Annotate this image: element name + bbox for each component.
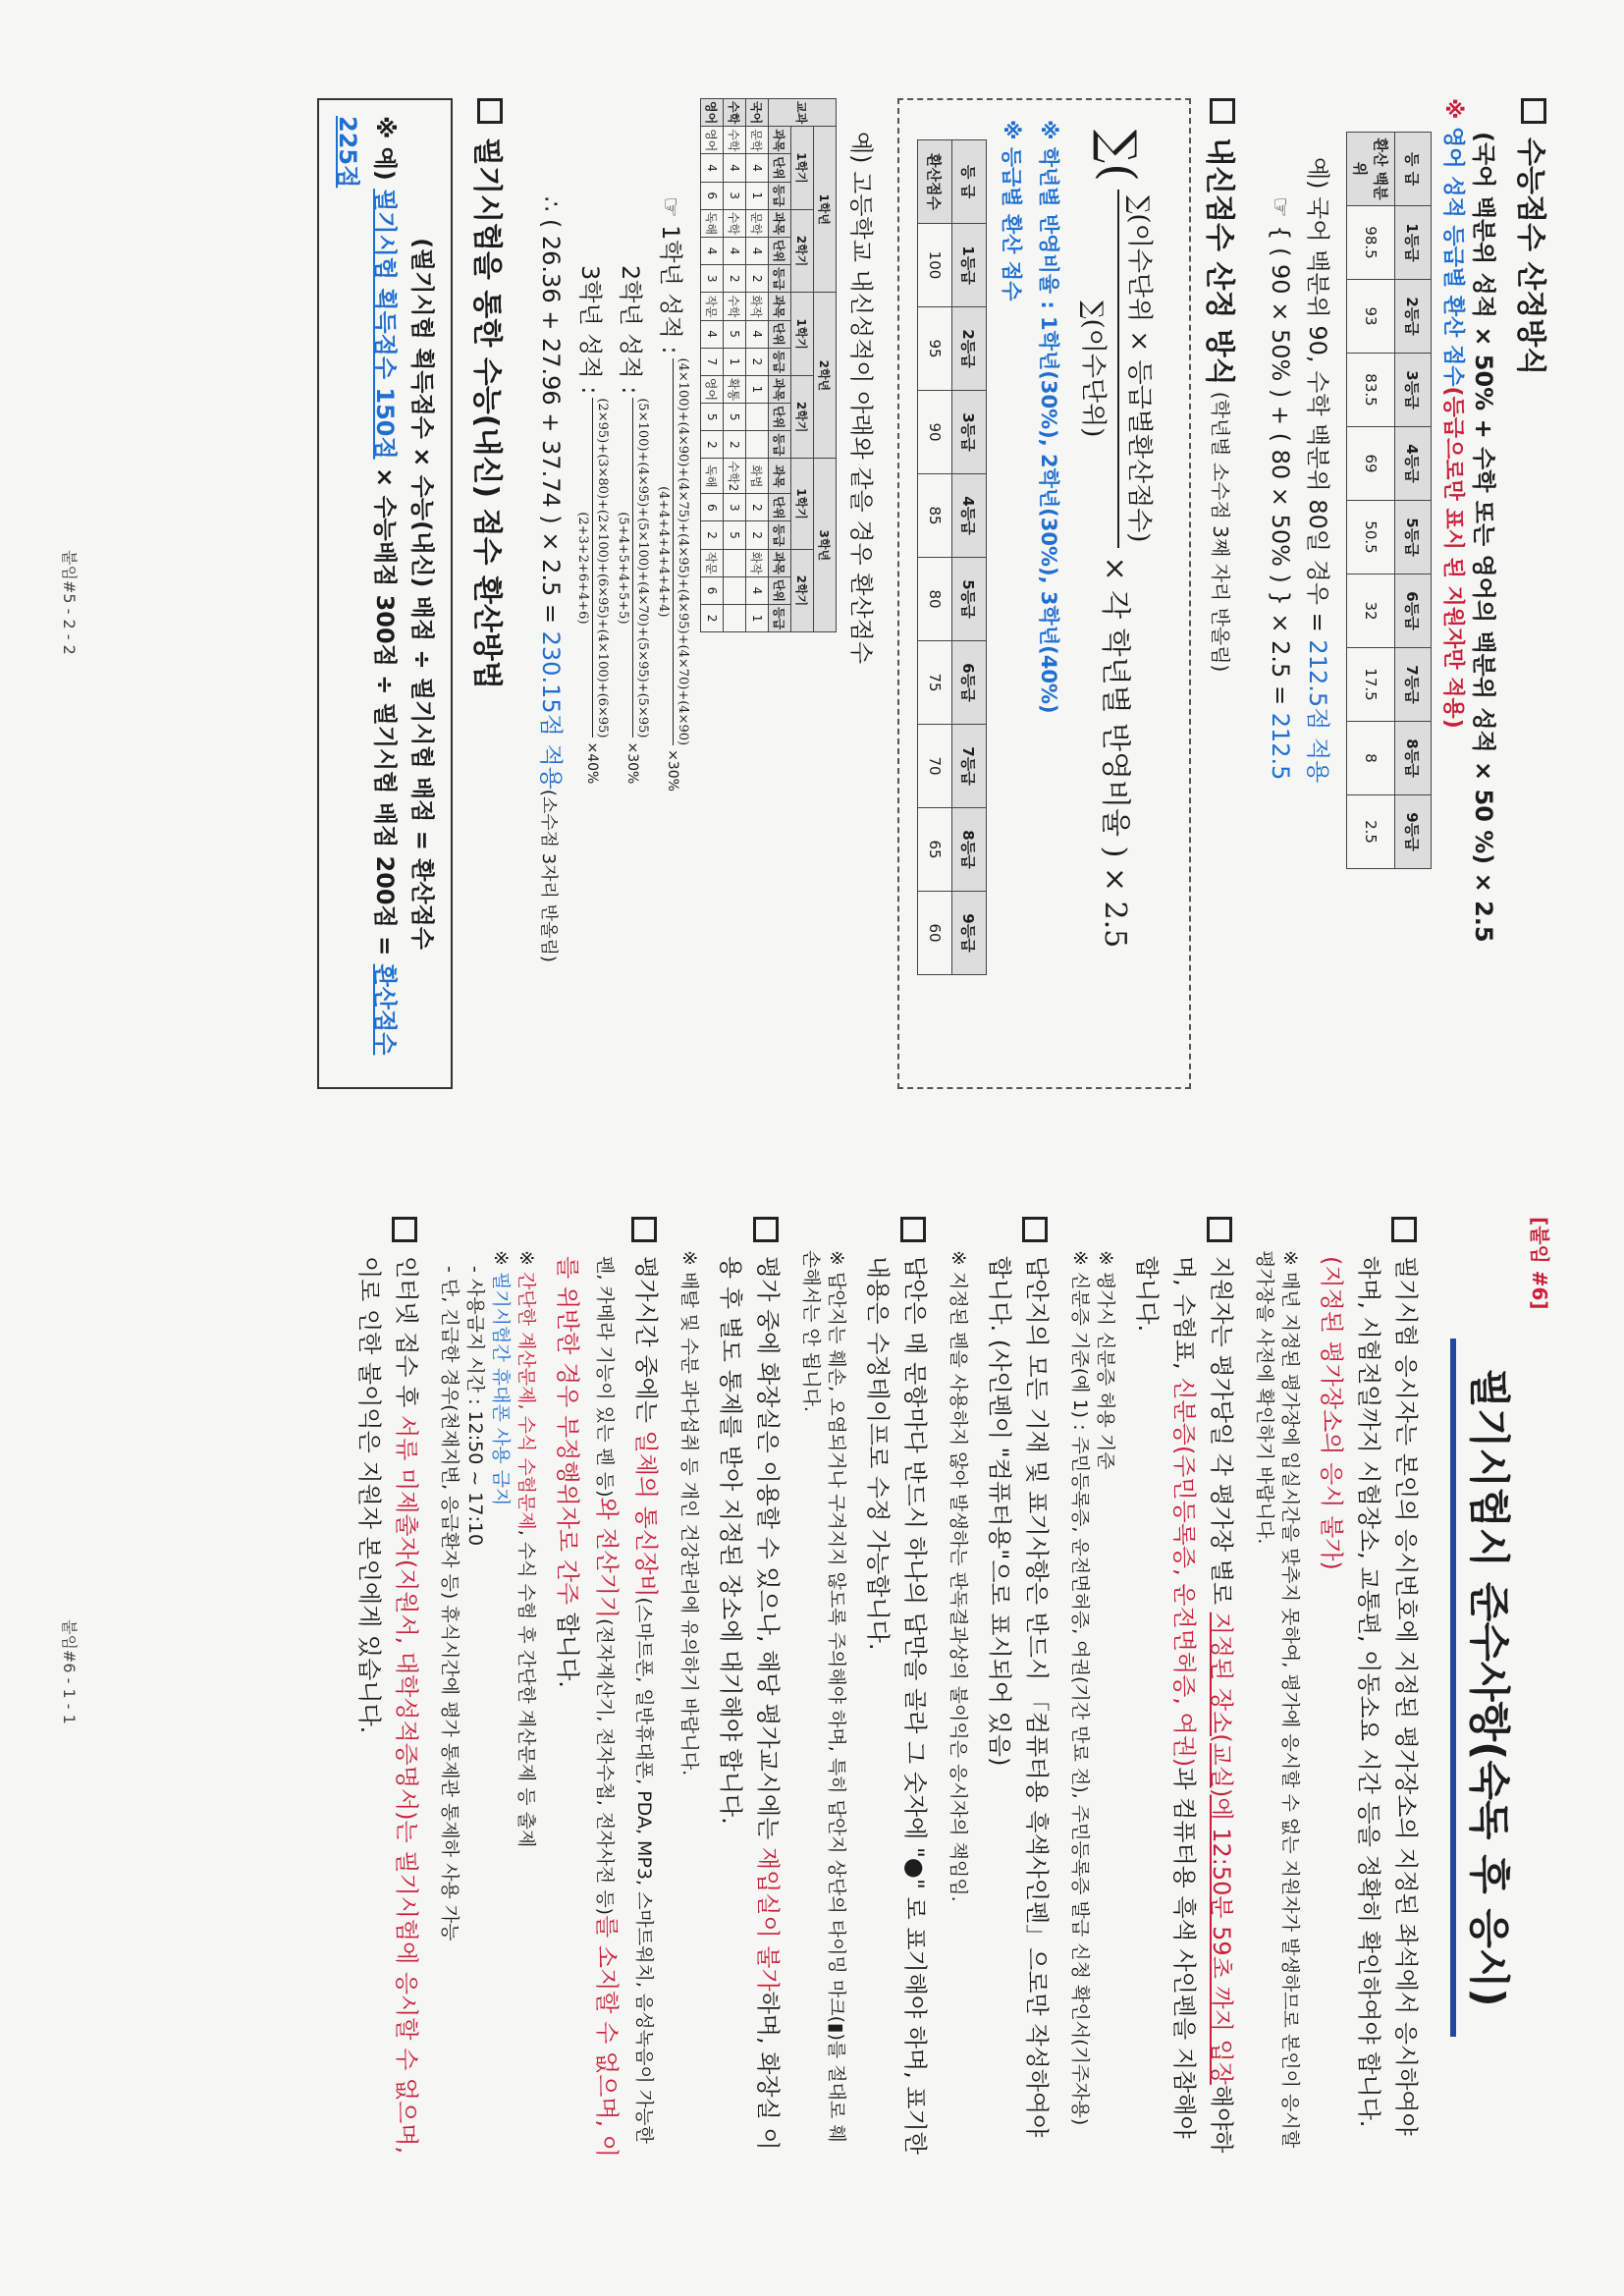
conversion-score-table [917,139,987,975]
year-header: 3학년 [814,459,837,632]
naesin-example-intro: 예) 고등학교 내신성적이 아래와 같을 경우 환산점수 [847,132,875,664]
table-cell: 6 [701,182,724,209]
sub-header: 등급 [769,521,791,549]
table-cell: 화작 [746,549,769,576]
section-title-naesin: 내신점수 산정 방식 (학년별 소수점 3째 자리 반올림) [1201,98,1244,1089]
sub-header: 등급 [769,265,791,293]
grade-value: 60 [918,892,952,975]
sub-header: 등급 [769,182,791,209]
grade-value: 98.5 [1347,206,1395,280]
rule-4-note: ※ 답안지는 훼손, 오염되거나 구겨지지 않도록 주의해야 하며, 특히 답안지 상단의 타이밍 마크(▮)를 절대로 훼손해서는 안 됩니다. [800,1250,847,2143]
table-cell: 2 [746,494,769,521]
written-test-example: ※ 예) 필기시험 획득점수 150점 × 수능배점 300점 ÷ 필기시험 배점 200점 = 환산점수 225점 [334,116,399,1056]
grade-value: 2.5 [1347,795,1395,869]
table-cell: 영어 [701,375,724,403]
rule-2-note-2: ※ 신분증 기준(예 1) : 주민등록증, 운전면허증, 여권(기간 만료 전), 주민등록증 발급 신청 확인서(기주자용) [1069,1250,1091,2126]
grade-value: 75 [918,641,952,725]
table-row [701,99,724,632]
table-cell: 수학2 [724,459,746,494]
calc-label: 3학년 성적 : [576,265,604,395]
table-cell: 1 [724,348,746,375]
table-cell: 6 [701,576,724,604]
table-cell: 2 [701,431,724,459]
suneung-example-calc: ☞ { ( 90 × 50% ) + ( 80 × 50% ) } × 2.5 = 212.5 [1267,196,1294,781]
grade-value: 8 [1347,722,1395,795]
table-cell: 독해 [701,209,724,237]
table-cell: 화법 [746,459,769,494]
grade-col: 3등급 [1395,354,1432,427]
table-cell: 문학 [746,209,769,237]
table-cell: 확통 [724,375,746,403]
table-cell: 1 [746,182,769,209]
table-row [746,99,769,632]
sub-header: 등급 [769,605,791,632]
formula-numerator: ∑(이수단위 × 등급별환산점수) [1117,190,1160,548]
sub-header: 과목 [769,375,791,403]
grade-col: 1등급 [1395,206,1432,280]
grade-header: 등 급 [1395,133,1432,206]
term-header: 2학기 [791,549,814,632]
rule-7: 인터넷 접수 후 서류 미제출자(지원서, 대학성적증명서)는 필기시험에 응시할 수 없으며, 이로 인한 불이익은 지원자 본인에게 있습니다. [351,1217,425,2159]
grade-col: 8등급 [952,808,987,892]
suneung-formula: (국어 백분위 성적 × 50% + 수학 또는 영어의 백분위 성적 × 50 %) × 2.5 [1470,132,1497,943]
grade-col: 1등급 [952,224,987,307]
rule-6: 평가시간 중에는 일체의 통신장비(스마트폰, 일반휴대폰, PDA, MP3, 스마트워치, 음성녹음이 가능한 펜, 카메라 기능이 있는 펜 등)와 전산기기(전자계산기, 전자수첩, 전자사전 등)를 소지할 수 없으며, 이를 위반한 경우 부정행위자로 간주 합니다. [549,1217,665,2159]
grade-col: 6등급 [1395,574,1432,648]
checkbox-square-icon [1391,1217,1417,1242]
table-cell: 4 [746,576,769,604]
table-cell: 2 [746,348,769,375]
rule-5: 평가 중에 화장실은 이용할 수 있으나, 해당 평가교시에는 재입실이 불가하며, 화장실 이용 후 별도 통제를 받아 지정된 장소에 대기해야 합니다. [712,1217,786,2159]
calc-label: ☞ 1학년 성적 : [657,196,684,355]
grade-value: 70 [918,725,952,808]
table-cell: 3 [724,182,746,209]
table-cell: 4 [701,320,724,348]
rule-2-note-1: ※ 평가시 신분증 허용 기준 [1095,1250,1116,1470]
table-cell: 5 [724,320,746,348]
term-header: 2학기 [791,375,814,459]
rule-6-note-2: ※ 필기시험간 휴대폰 사용 금지 [490,1250,512,1506]
table-cell: 3 [701,265,724,293]
calc-denominator: (2+3+2+6+4+6) [575,512,590,625]
subject-header: 교과 [769,99,837,127]
sigma-icon: ∑( [1091,130,1146,182]
sub-header: 단위 [769,320,791,348]
checkbox-square-icon [631,1217,657,1242]
year-header: 2학년 [814,293,837,459]
table-cell: 문학 [746,127,769,154]
english-grade-table [1346,132,1432,869]
rule-6-note-4: - 단, 긴급한 경우(천재지변, 응급환자 등) 휴식시간에 평가 통제관 통제하 사용 가능 [439,1266,460,1941]
table-cell: 4 [746,154,769,182]
table-cell: 4 [746,237,769,264]
attachment-tag: [붙임 #6] [1528,1217,1551,1310]
table-cell: 수학 [724,209,746,237]
rule-1: 필기시험 응시자는 본인의 응시번호에 지정된 평가장소의 지정된 좌석에서 응시하여야 하며, 시험전일까지 시험장소, 교통편, 이동소요 시간 등을 정확히 확인하여야 합니다. (지정된 평가장소의 응시 불가) [1313,1217,1425,2159]
sub-header-row [769,99,791,632]
subject-name: 국어 [746,99,769,127]
grade-col: 5등급 [1395,501,1432,574]
table-cell: 1 [746,375,769,403]
grade-col: 7등급 [1395,648,1432,722]
calc-numerator: (5×100)+(4×95)+(5×100)+(4×70)+(5×95)+(5×95) [632,398,650,738]
checkbox-square-icon [1210,98,1235,124]
section-title-suneung: 수능점수 산정방식 [1512,98,1555,1089]
table-cell [724,605,746,632]
grade-value: 17.5 [1347,648,1395,722]
sub-header: 단위 [769,237,791,264]
calc-year2 [616,265,650,1089]
grade-col: 6등급 [952,641,987,725]
section-title-written-test: 필기시험을 통한 수능(내신) 점수 환산방법 [468,98,512,1089]
sub-header: 등급 [769,348,791,375]
sub-header: 등급 [769,431,791,459]
table-cell: 독해 [701,459,724,494]
table-cell [724,576,746,604]
sub-header: 단위 [769,154,791,182]
checkbox-square-icon [1022,1217,1048,1242]
subject-name: 영어 [701,99,724,127]
checkbox-square-icon [1521,98,1546,124]
grade-col: 3등급 [952,391,987,474]
table-cell: 작문 [701,293,724,320]
page-footer-left: 붙임#5 - 2 - 2 [60,550,79,655]
rule-6-note-3: - 사용금지 시간 : 12:50 ~ 17:10 [464,1266,486,1547]
grade-col: 7등급 [952,725,987,808]
table-cell: 4 [701,237,724,264]
grade-value: 32 [1347,574,1395,648]
table-cell: 3 [724,494,746,521]
calc-year3 [575,265,610,1089]
grade-value: 93 [1347,280,1395,354]
grade-col: 8등급 [1395,722,1432,795]
grade-col: 5등급 [952,558,987,641]
naesin-formula-box [897,98,1191,1089]
calc-year1 [656,196,690,1089]
table-cell: 4 [724,237,746,264]
english-conversion-note: ※ 영어 성적 등급별 환산 점수(등급으로만 표시 된 지원자만 적용) [1440,98,1465,729]
grade-col: 4등급 [1395,427,1432,501]
table-cell: 영어 [701,127,724,154]
table-cell: 1 [746,605,769,632]
term-header: 1학기 [791,459,814,549]
grade-value: 95 [918,307,952,391]
term-header: 1학기 [791,293,814,376]
written-test-box [317,98,453,1089]
sub-header: 과목 [769,549,791,576]
sub-header: 과목 [769,293,791,320]
page-title: 필기시험시 준수사항(숙독 후 응시) [1450,1339,1527,2036]
table-cell: 2 [746,521,769,549]
calc-weight: ×40% [584,741,601,785]
formula-denominator: ∑(이수단위) [1078,301,1108,438]
table-cell: 2 [701,521,724,549]
table-cell [746,431,769,459]
sub-header: 과목 [769,209,791,237]
table-cell: 2 [746,265,769,293]
table-cell: 2 [724,431,746,459]
grade-value: 90 [918,391,952,474]
grade-col: 9등급 [952,892,987,975]
checkbox-square-icon [392,1217,417,1242]
naesin-formula [1077,130,1160,1067]
table-cell: 4 [724,154,746,182]
calc-numerator: (2×95)+(3×80)+(2×100)+(6×95)+(4×100)+(6×95) [592,398,610,738]
grade-col: 2등급 [1395,280,1432,354]
table-cell: 화작 [746,293,769,320]
table-cell: 5 [701,404,724,431]
school-grades-table [700,98,837,632]
sub-header: 단위 [769,576,791,604]
grade-row-label: 환산 백분위 [1347,133,1395,206]
rule-1-note: ※ 매년 지정된 평가장에 입실시간을 맞추지 못하여, 평가에 응시할 수 없는 지원자가 발생하므로 본인이 응시할 평가장을 사전에 확인하기 바랍니다. [1254,1250,1301,2149]
table-cell: 4 [701,154,724,182]
year-header: 1학년 [814,127,837,293]
table-cell: 2 [701,605,724,632]
calc-weight: ×30% [624,741,641,785]
year-weight-note: ※ 학년별 반영비율 : 1학년(30%), 2학년(30%), 3학년(40%) [1037,120,1060,714]
grade-col: 4등급 [952,474,987,558]
table-cell: 2 [724,265,746,293]
calc-label: 2학년 성적 : [617,265,644,395]
term-header: 2학기 [791,209,814,293]
table-cell: 5 [724,404,746,431]
table-cell [746,404,769,431]
school-table-body [701,99,769,632]
grade-col: 2등급 [952,307,987,391]
rule-2: 지원자는 평가당일 각 평가장 별로 지정된 장소(교실)에 12:50분 59초 까지 입장해야하며, 수험표, 신분증(주민등록증, 운전면허증, 여권)과 컴퓨터용 흑색 사인펜을 지참해야 합니다. [1128,1217,1240,2159]
grade-header: 등 급 [952,140,987,224]
rule-3: 답안지의 모든 기재 및 표기사항은 반드시 「컴퓨터용 흑색사인펜」으로만 작성하여야 합니다. (사인펜이 "컴퓨터용"으로 표시되어 있음) [981,1217,1056,2159]
checkbox-square-icon [900,1217,926,1242]
table-cell: 5 [724,521,746,549]
sub-header: 과목 [769,459,791,494]
suneung-example: 예) 국어 백분위 90, 수학 백분위 80일 경우 = 212.5점 적용 [1304,157,1331,784]
rule-5-note: ※ 배탈 및 수분 과다섭취 등 개인 건강관리에 유의하기 바랍니다. [678,1250,700,1777]
table-cell: 6 [701,494,724,521]
sub-header: 과목 [769,127,791,154]
calc-weight: ×30% [665,749,681,792]
grade-value: 50.5 [1347,501,1395,574]
term-header-row [791,99,814,632]
grade-value: 83.5 [1347,354,1395,427]
page-footer-right: 붙임#6 - 1 - 1 [60,1619,79,1724]
table-cell: 7 [701,348,724,375]
calc-denominator: (5+4+5+4+5+5) [616,512,630,625]
grade-value: 65 [918,808,952,892]
formula-tail: × 각 학년별 반영비율 ) × 2.5 [1098,556,1132,949]
conversion-score-note: ※ 등급별 환산 점수 [1000,120,1023,301]
calc-denominator: (4+4+4+4+4+4+4) [656,486,671,618]
rule-3-note: ※ 지정된 펜을 사용하지 않아 발생하는 판독결과상의 불이익은 응시자의 책임임. [947,1250,969,1902]
subject-name: 수학 [724,99,746,127]
calc-numerator: (4×100)+(4×90)+(4×75)+(4×95)+(4×95)+(4×70)+(4×90) [673,358,690,746]
rule-6-note-1: ※ 간단한 계산문제, 수식 수험문제, 수식 수험 후 간단한 계산문제 등 출제 [515,1250,537,1848]
grade-col: 9등급 [1395,795,1432,869]
sub-header: 단위 [769,494,791,521]
checkbox-square-icon [1207,1217,1232,1242]
written-test-formula: (필기시험 획득점수 × 수능(내신) 배점 ÷ 필기시험 배점 = 환산점수 [408,238,436,950]
right-page [0,1148,1624,2296]
rule-4: 답안은 매 문항마다 반드시 하나의 답만을 골라 그 숫자에 "●" 로 표기해야 하며, 표기한 내용은 수정테이프로 수정 가능합니다. [859,1217,934,2159]
term-header: 1학기 [791,127,814,210]
table-cell: 수학 [724,293,746,320]
grade-value: 80 [918,558,952,641]
grade-value: 85 [918,474,952,558]
table-cell [724,549,746,576]
table-cell: 작문 [701,549,724,576]
table-row [724,99,746,632]
grade-value: 69 [1347,427,1395,501]
grade-value: 100 [918,224,952,307]
grade-row-label: 환산점수 [918,140,952,224]
table-cell: 수학 [724,127,746,154]
checkbox-square-icon [753,1217,779,1242]
calc-total: ∴ ( 26.36 + 27.96 + 37.74 ) × 2.5 = 230.15점 적용(소수점 3자리 반올림) [537,196,565,962]
table-cell: 4 [746,320,769,348]
checkbox-square-icon [477,98,503,124]
sub-header: 단위 [769,404,791,431]
